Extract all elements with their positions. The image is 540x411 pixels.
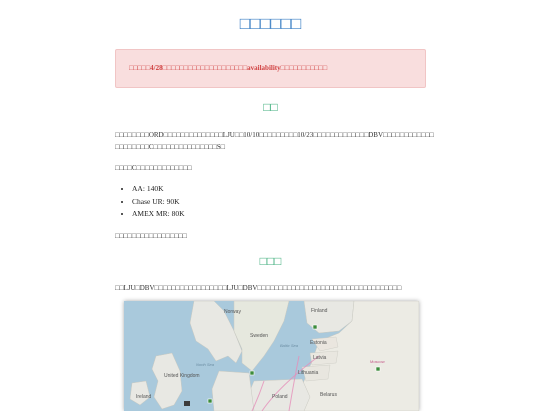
map-label-lithuania: Lithuania — [298, 370, 319, 376]
map-label-poland: Poland — [272, 394, 288, 400]
airport-marker[interactable] — [208, 399, 212, 403]
miles-list-item: • AMEX MR: 80K — [132, 208, 185, 221]
route-map-canvas — [124, 301, 419, 411]
alert-box — [115, 49, 426, 88]
map-label-norway: Norway — [224, 309, 241, 315]
map-label-united-kingdom: United Kingdom — [164, 373, 200, 379]
map-label-latvia: Latvia — [313, 355, 327, 361]
map-label-baltic-sea: Baltic Sea — [280, 343, 299, 348]
germany-denmark-land — [212, 371, 254, 411]
alert-text — [129, 64, 327, 72]
route-map[interactable] — [124, 301, 419, 411]
alert-date: 4/28 — [150, 64, 163, 72]
map-label-north-sea: North Sea — [196, 362, 215, 367]
alert-prefix: □□□□□ — [129, 64, 151, 72]
map-label-estonia: Estonia — [310, 340, 327, 346]
route-paragraph: □□LJU□DBV□□□□□□□□□□□□□□□□□LJU□DBV□□□□□□□□□□□□□□□□□□□□□□□□□□□□□□□□□□ — [115, 284, 402, 292]
miles-note: □□□□□□□□□□□□□□□□□ — [115, 232, 187, 240]
map-label-finland: Finland — [311, 308, 328, 314]
miles-list — [115, 183, 185, 221]
airport-marker[interactable] — [313, 325, 317, 329]
alert-keyword: availability — [247, 64, 281, 72]
overview-line-1: □□□□□□□□ORD□□□□□□□□□□□□□□LJU□□10/10□□□□□□□□□10/23□□□□□□□□□□□□□DBV□□□□□□□□□□□□ — [115, 131, 434, 139]
overview-paragraph — [115, 129, 434, 153]
alert-middle: □□□□□□□□□□□□□□□□□□□□ — [162, 64, 248, 72]
airport-marker[interactable] — [250, 371, 254, 375]
section-heading-overview: □□ — [263, 100, 278, 114]
airport-marker-cluster[interactable] — [184, 401, 190, 406]
airport-marker[interactable] — [376, 367, 380, 371]
map-label-moscow: Moscow — [370, 359, 385, 364]
page-title: □□□□□□ — [239, 14, 302, 33]
section-heading-route: □□□ — [259, 254, 282, 268]
map-label-belarus: Belarus — [320, 392, 337, 398]
alert-suffix: □□□□□□□□□□□ — [280, 64, 328, 72]
map-label-sweden: Sweden — [250, 333, 269, 339]
miles-list-item: • Chase UR: 90K — [132, 196, 185, 209]
overview-line-2: □□□□□□□□C□□□□□□□□□□□□□□□S□ — [115, 143, 226, 151]
map-label-ireland: Ireland — [136, 394, 152, 400]
miles-list-item: • AA: 140K — [132, 183, 185, 196]
miles-intro: □□□□C□□□□□□□□□□□□□ — [115, 164, 192, 172]
